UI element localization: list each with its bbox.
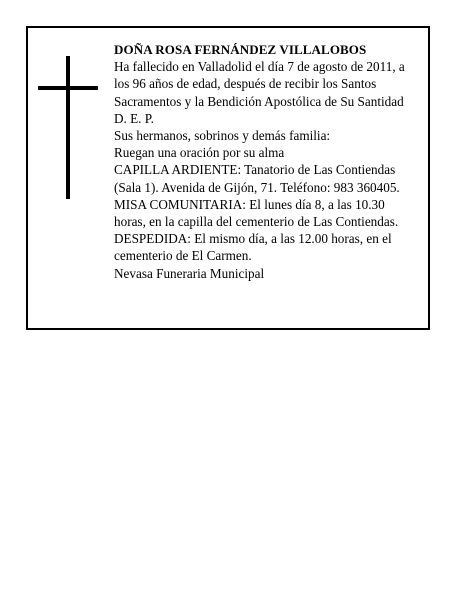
cross-horizontal-bar	[38, 86, 98, 90]
chapel-line-1: CAPILLA ARDIENTE: Tanatorio de Las Contiendas	[114, 162, 396, 178]
mass-line-2: horas, en la capilla del cementerio de Las Contiendas.	[114, 214, 399, 230]
funeral-home-line: Nevasa Funeraria Municipal	[114, 265, 265, 281]
family-line: Sus hermanos, sobrinos y demás familia:	[114, 128, 331, 144]
farewell-line-1: DESPEDIDA: El mismo día, a las 12.00 horas, en el	[114, 231, 392, 247]
death-announcement-line-1: Ha fallecido en Valladolid el día 7 de agosto de 2011, a	[114, 59, 405, 75]
chapel-line-2: (Sala 1). Avenida de Gijón, 71. Teléfono: 983 360405.	[114, 179, 400, 195]
death-announcement-line-2: los 96 años de edad, después de recibir los Santos	[114, 76, 377, 92]
rip-line: D. E. P.	[114, 110, 154, 126]
cross-vertical-bar	[66, 56, 70, 199]
obituary-text	[114, 41, 422, 282]
cross-icon	[38, 56, 98, 199]
mass-line-1: MISA COMUNITARIA: El lunes día 8, a las 10.30	[114, 196, 385, 212]
deceased-name: DOÑA ROSA FERNÁNDEZ VILLALOBOS	[114, 42, 367, 57]
obituary-notice	[26, 26, 430, 330]
farewell-line-2: cementerio de El Carmen.	[114, 248, 252, 264]
prayer-request-line: Ruegan una oración por su alma	[114, 145, 285, 161]
death-announcement-line-3: Sacramentos y la Bendición Apostólica de Su Santidad	[114, 93, 404, 109]
